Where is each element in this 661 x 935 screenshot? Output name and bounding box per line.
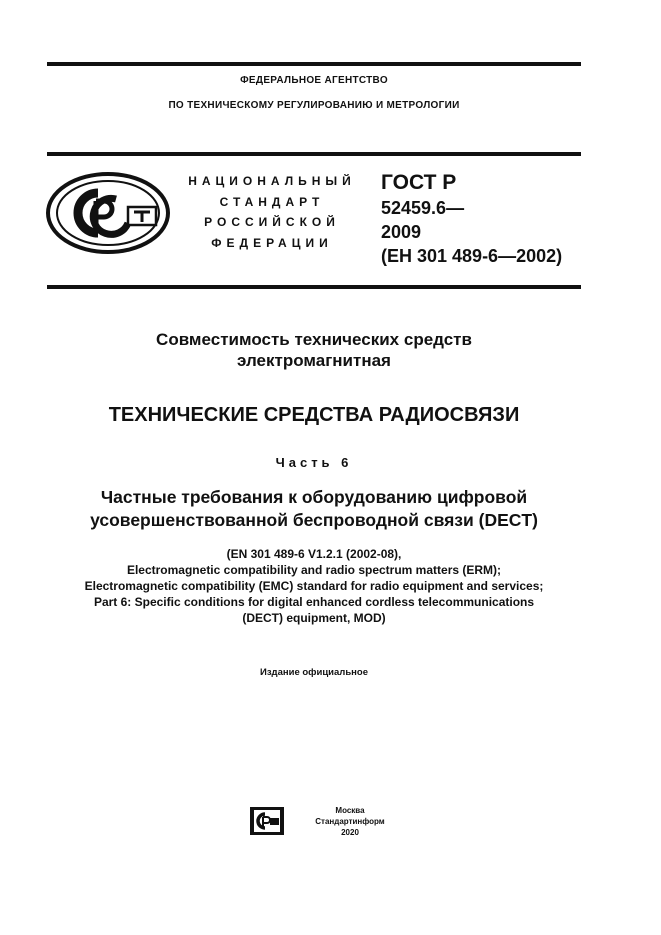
reference-line: Electromagnetic compatibility and radio spectrum matters (ERM); — [126, 563, 502, 577]
standard-word: СТАНДАРТ — [219, 194, 325, 209]
part-number: Часть 6 — [275, 455, 353, 470]
standartinform-logo-icon — [249, 806, 285, 836]
agency-line-2: ПО ТЕХНИЧЕСКОМУ РЕГУЛИРОВАНИЮ И МЕТРОЛОГИИ — [168, 100, 460, 111]
top-rule — [47, 62, 581, 66]
standard-word: НАЦИОНАЛЬНЫЙ — [188, 174, 356, 188]
document-title: ТЕХНИЧЕСКИЕ СРЕДСТВА РАДИОСВЯЗИ — [108, 404, 520, 426]
gost-year: 2009 — [381, 222, 422, 242]
document-subtitle — [47, 486, 581, 532]
document-topic — [47, 329, 581, 371]
publisher-block — [307, 805, 393, 838]
publisher-name: Стандартинформ — [315, 817, 385, 826]
publisher-year: 2020 — [341, 828, 359, 837]
reference-line: Part 6: Specific conditions for digital enhanced cordless telecommunications — [93, 595, 535, 609]
publisher-city: Москва — [335, 806, 365, 815]
subtitle-line-2: усовершенствованной беспроводной связи (DECT) — [90, 510, 538, 530]
reference-line: Electromagnetic compatibility (EMC) standard for radio equipment and services; — [84, 579, 544, 593]
national-standard-words — [182, 171, 362, 253]
gost-line: ГОСТ Р — [381, 171, 457, 194]
gost-number: 52459.6— — [381, 198, 465, 218]
topic-line-2: электромагнитная — [237, 351, 391, 370]
subtitle-line-1: Частные требования к оборудованию цифровой — [100, 487, 528, 507]
reference-line: (DECT) equipment, MOD) — [242, 611, 386, 625]
standard-word: РОССИЙСКОЙ — [204, 215, 340, 229]
rst-logo-icon — [46, 171, 176, 255]
reference-line: (EN 301 489-6 V1.2.1 (2002-08), — [226, 547, 402, 561]
edition-label: Издание официальное — [260, 667, 368, 678]
header-rule — [47, 152, 581, 156]
standard-word: ФЕДЕРАЦИИ — [211, 235, 333, 250]
international-reference — [47, 546, 581, 626]
gost-designation — [381, 170, 562, 268]
gost-equivalent: (ЕН 301 489-6—2002) — [381, 246, 563, 266]
agency-line-1: ФЕДЕРАЛЬНОЕ АГЕНТСТВО — [240, 75, 388, 86]
topic-line-1: Совместимость технических средств — [156, 330, 472, 349]
standard-rule — [47, 285, 581, 289]
